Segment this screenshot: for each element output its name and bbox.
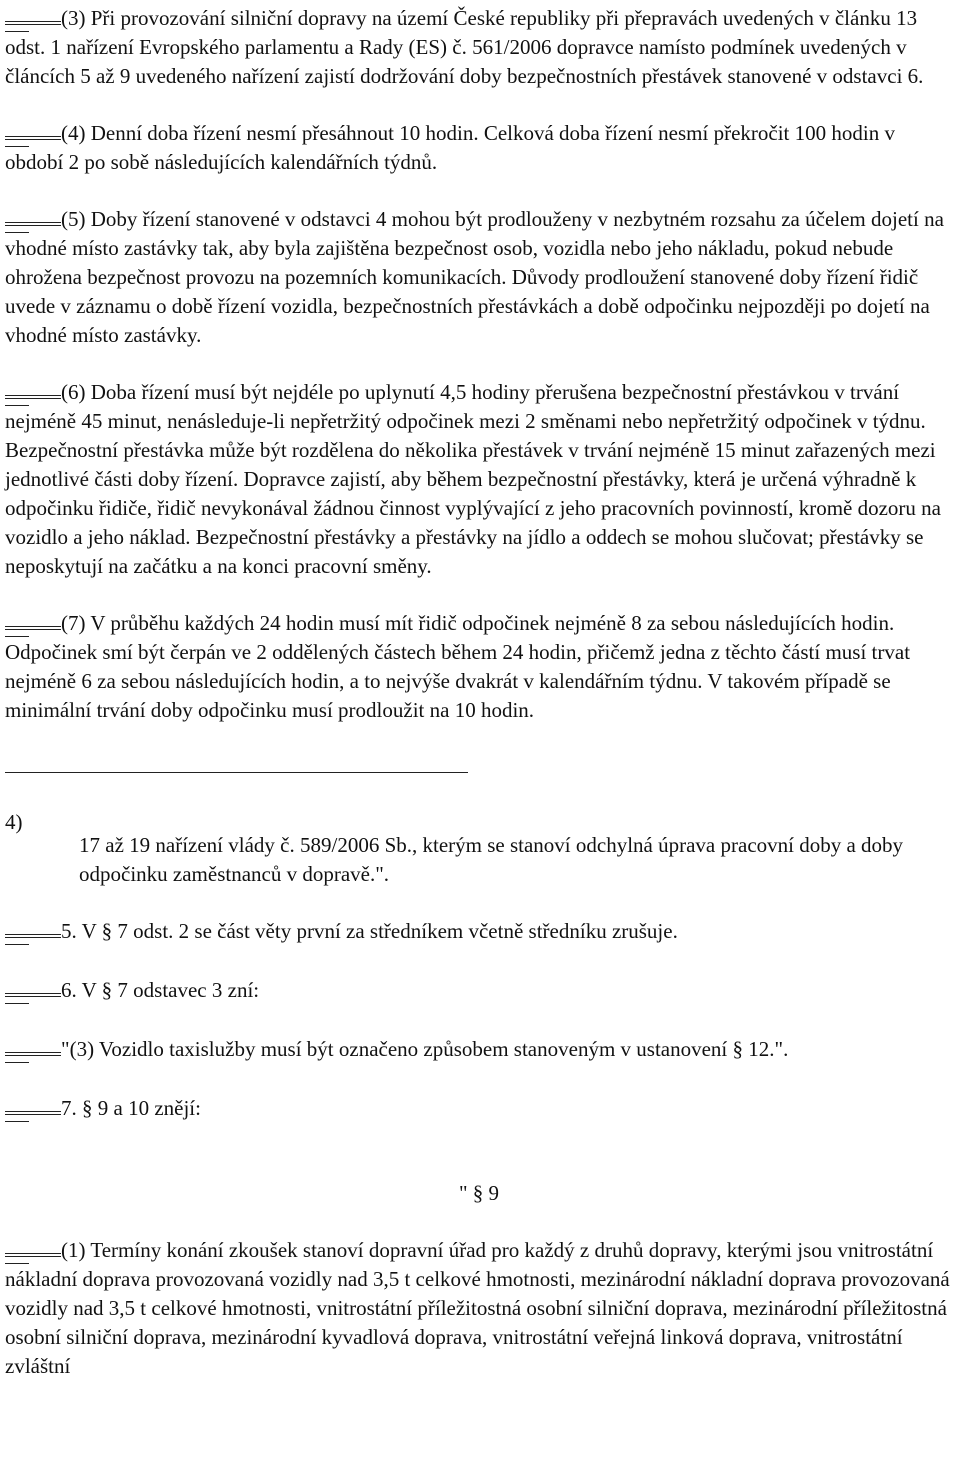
- item-6-quote: [5, 1035, 953, 1064]
- section-heading: " § 9: [458, 1181, 500, 1205]
- paragraph-9-1: [5, 1236, 953, 1381]
- revision-mark: [5, 609, 61, 638]
- paragraph-4-text: (4) Denní doba řízení nesmí přesáhnout 10 hodin. Celková doba řízení nesmí překročit 100 hodin v období 2 po sobě následujících kalendářních týdnů.: [5, 121, 895, 174]
- revision-mark: [5, 205, 61, 234]
- item-7: [5, 1094, 953, 1123]
- revision-mark: [5, 119, 61, 148]
- paragraph-5: [5, 205, 953, 350]
- item-5-text: 5. V § 7 odst. 2 se část věty první za středníkem včetně středníku zrušuje.: [61, 919, 678, 943]
- item-5: [5, 917, 953, 946]
- paragraph-6-text: (6) Doba řízení musí být nejdéle po uplynutí 4,5 hodiny přerušena bezpečnostní přestávkou v trvání nejméně 45 minut, nenásleduje-li nepřetržitý odpočinek mezi 2 směnami nebo nepřetržitý odpočinek v týdnu. Bezpečnostní přestávka může být rozdělena do několika přestávek v trvání nejméně 15 minut zařazených mezi jednotlivé části doby řízení. Dopravce zajistí, aby během bezpečnostní přestávky, která je určená výhradně k odpočinku řidiče, řidič nevykonával žádnou činnost vyplývající z jeho pracovních povinností, kromě dozoru na vozidlo a jeho náklad. Bezpečnostní přestávky a přestávky na jídlo a oddech se mohou slučovat; přestávky se neposkytují na začátku a na konci pracovní směny.: [5, 380, 941, 578]
- item-6: [5, 976, 953, 1005]
- footnote-text: 17 až 19 nařízení vlády č. 589/2006 Sb., kterým se stanoví odchylná úprava pracovní doby a doby odpočinku zaměstnanců v dopravě.".: [79, 833, 904, 886]
- revision-mark: [5, 1236, 61, 1265]
- item-6-quote-text: "(3) Vozidlo taxislužby musí být označeno způsobem stanoveným v ustanovení § 12.".: [61, 1037, 789, 1061]
- revision-mark: [5, 378, 61, 407]
- paragraph-4: [5, 119, 953, 177]
- paragraph-7-text: (7) V průběhu každých 24 hodin musí mít řidič odpočinek nejméně 8 za sebou následujících hodin. Odpočinek smí být čerpán ve 2 oddělených částech během 24 hodin, přičemž jedna z těchto částí musí trvat nejméně 6 za sebou následujících hodin, a to nejvýše dvakrát v kalendářním týdnu. V takovém případě se minimální trvání doby odpočinku musí prodloužit na 10 hodin.: [5, 611, 911, 722]
- paragraph-3: [5, 4, 953, 91]
- document-page: [5, 4, 953, 1381]
- revision-mark: [5, 1094, 61, 1123]
- paragraph-7: [5, 609, 953, 725]
- paragraph-6: [5, 378, 953, 581]
- footnote-number: 4): [5, 810, 23, 834]
- paragraph-9-1-text: (1) Termíny konání zkoušek stanoví dopravní úřad pro každý z druhů dopravy, kterými jsou vnitrostátní nákladní doprava provozovaná vozidly nad 3,5 t celkové hmotnosti, mezinárodní nákladní doprava provozovaná vozidly nad 3,5 t celkové hmotnosti, vnitrostátní příležitostná osobní silniční doprava, mezinárodní příležitostná osobní silniční doprava, mezinárodní kyvadlová doprava, vnitrostátní veřejná linková doprava, vnitrostátní zvláštní: [5, 1238, 950, 1378]
- revision-mark: [5, 1035, 61, 1064]
- item-6-text: 6. V § 7 odstavec 3 zní:: [61, 978, 260, 1002]
- item-7-text: 7. § 9 a 10 znějí:: [61, 1096, 201, 1120]
- revision-mark: [5, 4, 61, 33]
- paragraph-5-text: (5) Doby řízení stanovené v odstavci 4 mohou být prodlouženy v nezbytném rozsahu za účelem dojetí na vhodné místo zastávky tak, aby byla zajištěna bezpečnost osob, vozidla nebo jeho nákladu, pokud nebude ohrožena bezpečnost provozu na pozemních komunikacích. Důvody prodloužení stanovené doby řízení řidič uvede v záznamu o době řízení vozidla, bezpečnostních přestávkách a době odpočinku nejpozději po dojetí na vhodné místo zastávky.: [5, 207, 944, 347]
- revision-mark: [5, 976, 61, 1005]
- revision-mark: [5, 917, 61, 946]
- paragraph-3-text: (3) Při provozování silniční dopravy na území České republiky při přepravách uvedených v článku 13 odst. 1 nařízení Evropského parlamentu a Rady (ES) č. 561/2006 dopravce namísto podmínek uvedených v článcích 5 až 9 uvedeného nařízení zajistí dodržování doby bezpečnostních přestávek stanovené v odstavci 6.: [5, 6, 924, 88]
